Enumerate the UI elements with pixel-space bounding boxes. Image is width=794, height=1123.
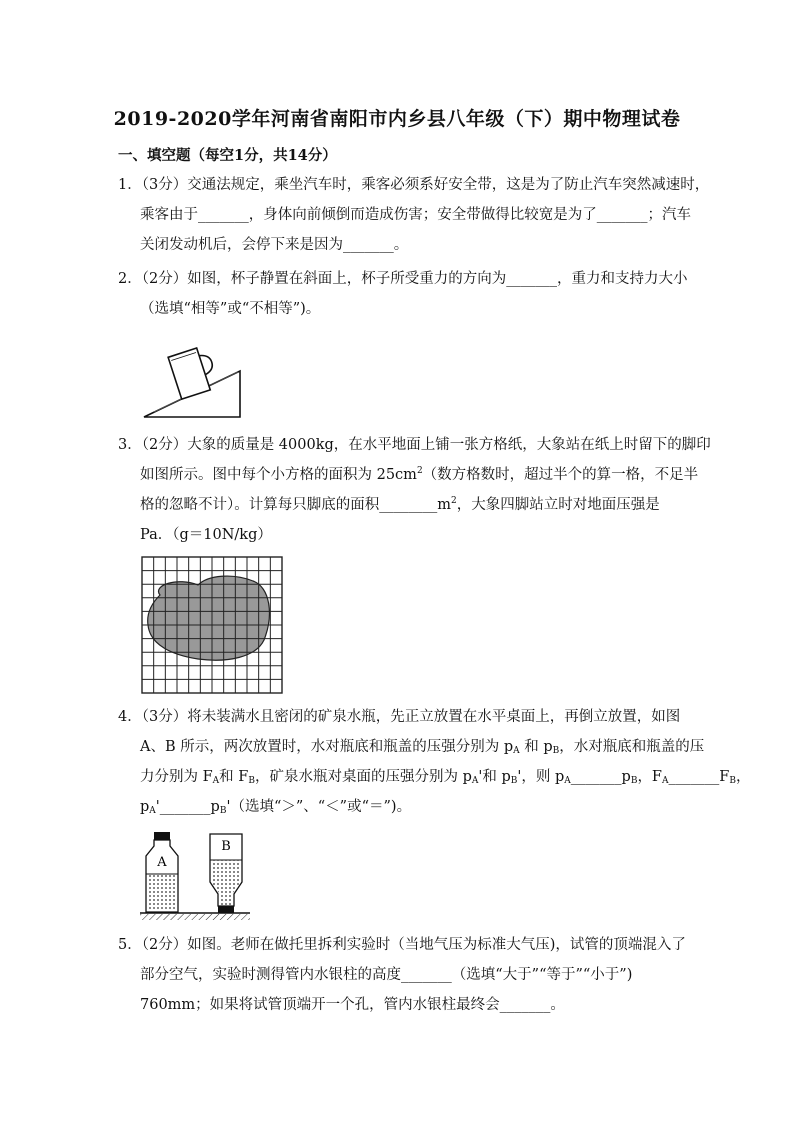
q1-line-2: 乘客由于_______，身体向前倾倒而造成伤害；安全带做得比较宽是为了_______；汽车 [140,207,691,223]
q5-line-1: 5．（2分）如图。老师在做托里拆利实验时（当地气压为标准大气压)，试管的顶端混入了 [118,937,686,953]
bottle-a-label: A [157,855,167,870]
q4-line-4: $p_A'\_\_\_\_\_\_\_p_B'$（选填“＞”、“＜”或“＝”)。 [140,799,412,816]
q5-line-3: 760mm；如果将试管顶端开一个孔，管内水银柱最终会_______。 [140,997,565,1013]
question-5 [118,930,686,1020]
q5-line-2: 部分空气，实验时测得管内水银柱的高度_______（选填“大于”“等于”“小于”) [140,967,633,983]
q2-line-2: （选填“相等”或“不相等”)。 [140,301,321,317]
q2-line-1: 2．（2分）如图，杯子静置在斜面上，杯子所受重力的方向为_______，重力和支持力大小 [118,271,688,287]
section-heading: 一、填空题（每空1分，共14分） [118,147,337,164]
q3-line-3: 格的忽略不计）。计算每只脚底的面积$\_\_\_\_\_\_\_\_m^2$，大象四脚站立时对地面压强是 [140,496,660,513]
question-4 [118,702,751,822]
water-bottles-figure [140,830,250,922]
question-2 [118,264,688,324]
q4-line-3: 力分别为 $F_A$和 $F_B$，矿泉水瓶对桌面的压强分别为 $p_A'$和 $p_B'$，则 $p_A\_\_\_\_\_\_\_p_B$，$F_A\_\_\_\_\_\_\_F_B$， [140,769,751,786]
q4-line-1: 4．（3分）将未装满水且密闭的矿泉水瓶，先正立放置在水平桌面上，再倒立放置，如图 [118,709,681,725]
question-1 [118,170,710,260]
q1-line-1: 1．（3分）交通法规定，乘坐汽车时，乘客必须系好安全带，这是为了防止汽车突然减速时， [118,177,710,193]
cup-on-slope-figure [140,335,250,421]
q3-line-4: Pa．（g＝10N/kg） [140,527,272,543]
question-3 [118,430,711,550]
page-title: 2019-2020学年河南省南阳市内乡县八年级（下）期中物理试卷 [113,108,681,130]
q4-line-2: A、B 所示，两次放置时，水对瓶底和瓶盖的压强分别为 $p_A$ 和 $p_B$，水对瓶底和瓶盖的压 [140,739,705,756]
q3-line-2: 如图所示。图中每个小方格的面积为 $25cm^2$（数方格数时，超过半个的算一格，不足半 [140,466,699,483]
q3-line-1: 3．（2分）大象的质量是 4000kg，在水平地面上铺一张方格纸，大象站在纸上时留下的脚印 [118,437,711,453]
elephant-footprint-grid-figure [138,555,288,695]
q1-line-3: 关闭发动机后，会停下来是因为_______。 [140,237,409,253]
bottle-b-label: B [221,839,231,854]
